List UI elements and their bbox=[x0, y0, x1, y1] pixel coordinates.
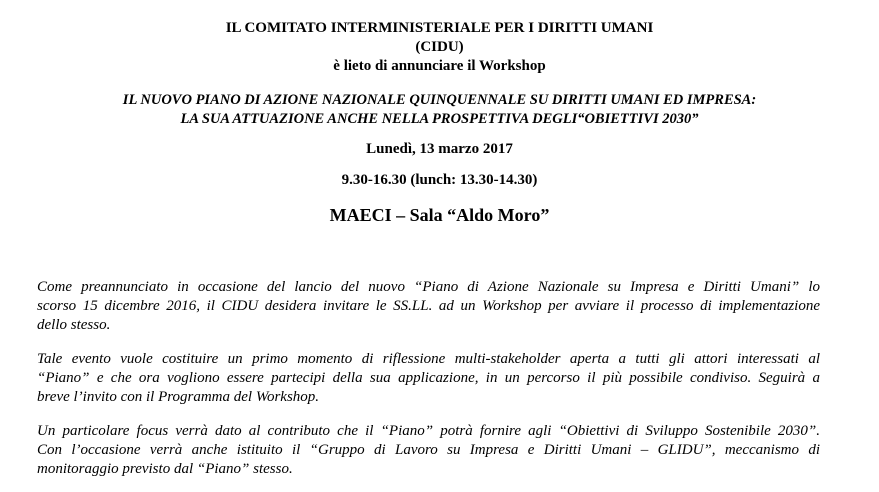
paragraph-line: Con l’occasione verrà anche istituito il “Gruppo di Lavoro su Impresa e Diritti Umani – GLIDU”, meccanismo di bbox=[37, 442, 820, 458]
paragraph-line: Un particolare focus verrà dato al contributo che il “Piano” potrà fornire agli “Obiettivi di Sviluppo Sostenibile 2030”. bbox=[37, 423, 820, 439]
paragraph-event-purpose bbox=[37, 350, 820, 407]
workshop-title-line-2: LA SUA ATTUAZIONE ANCHE NELLA PROSPETTIVA DEGLI“OBIETTIVI 2030” bbox=[180, 111, 699, 127]
paragraph-line: scorso 15 dicembre 2016, il CIDU desidera invitare le SS.LL. ad un Workshop per avviare il processo di implementazione bbox=[37, 298, 820, 314]
paragraph-line: dello stesso. bbox=[37, 317, 111, 333]
workshop-title-line-1: IL NUOVO PIANO DI AZIONE NAZIONALE QUINQUENNALE SU DIRITTI UMANI ED IMPRESA: bbox=[122, 92, 757, 108]
announcement-intro: è lieto di annunciare il Workshop bbox=[333, 58, 546, 74]
event-time: 9.30-16.30 (lunch: 13.30-14.30) bbox=[341, 172, 538, 188]
event-venue: MAECI – Sala “Aldo Moro” bbox=[329, 205, 550, 225]
event-date: Lunedì, 13 marzo 2017 bbox=[366, 141, 513, 157]
paragraph-focus bbox=[37, 422, 820, 479]
committee-name: IL COMITATO INTERMINISTERIALE PER I DIRITTI UMANI bbox=[225, 20, 654, 36]
paragraph-announcement bbox=[37, 278, 820, 335]
workshop-title bbox=[0, 91, 879, 129]
paragraph-line: monitoraggio previsto dal “Piano” stesso. bbox=[37, 461, 293, 477]
announcement-header bbox=[0, 0, 879, 76]
paragraph-line: Tale evento vuole costituire un primo momento di riflessione multi-stakeholder aperta a tutti gli attori interessati al bbox=[37, 351, 820, 367]
paragraph-line: Come preannunciato in occasione del lancio del nuovo “Piano di Azione Nazionale su Impresa e Diritti Umani” lo bbox=[37, 279, 820, 295]
paragraph-line: breve l’invito con il Programma del Workshop. bbox=[37, 389, 320, 405]
paragraph-line: “Piano” e che ora vogliono essere partecipi della sua applicazione, in un percorso il più possibile condiviso. Seguirà a bbox=[37, 370, 820, 386]
committee-acronym: (CIDU) bbox=[415, 39, 464, 55]
